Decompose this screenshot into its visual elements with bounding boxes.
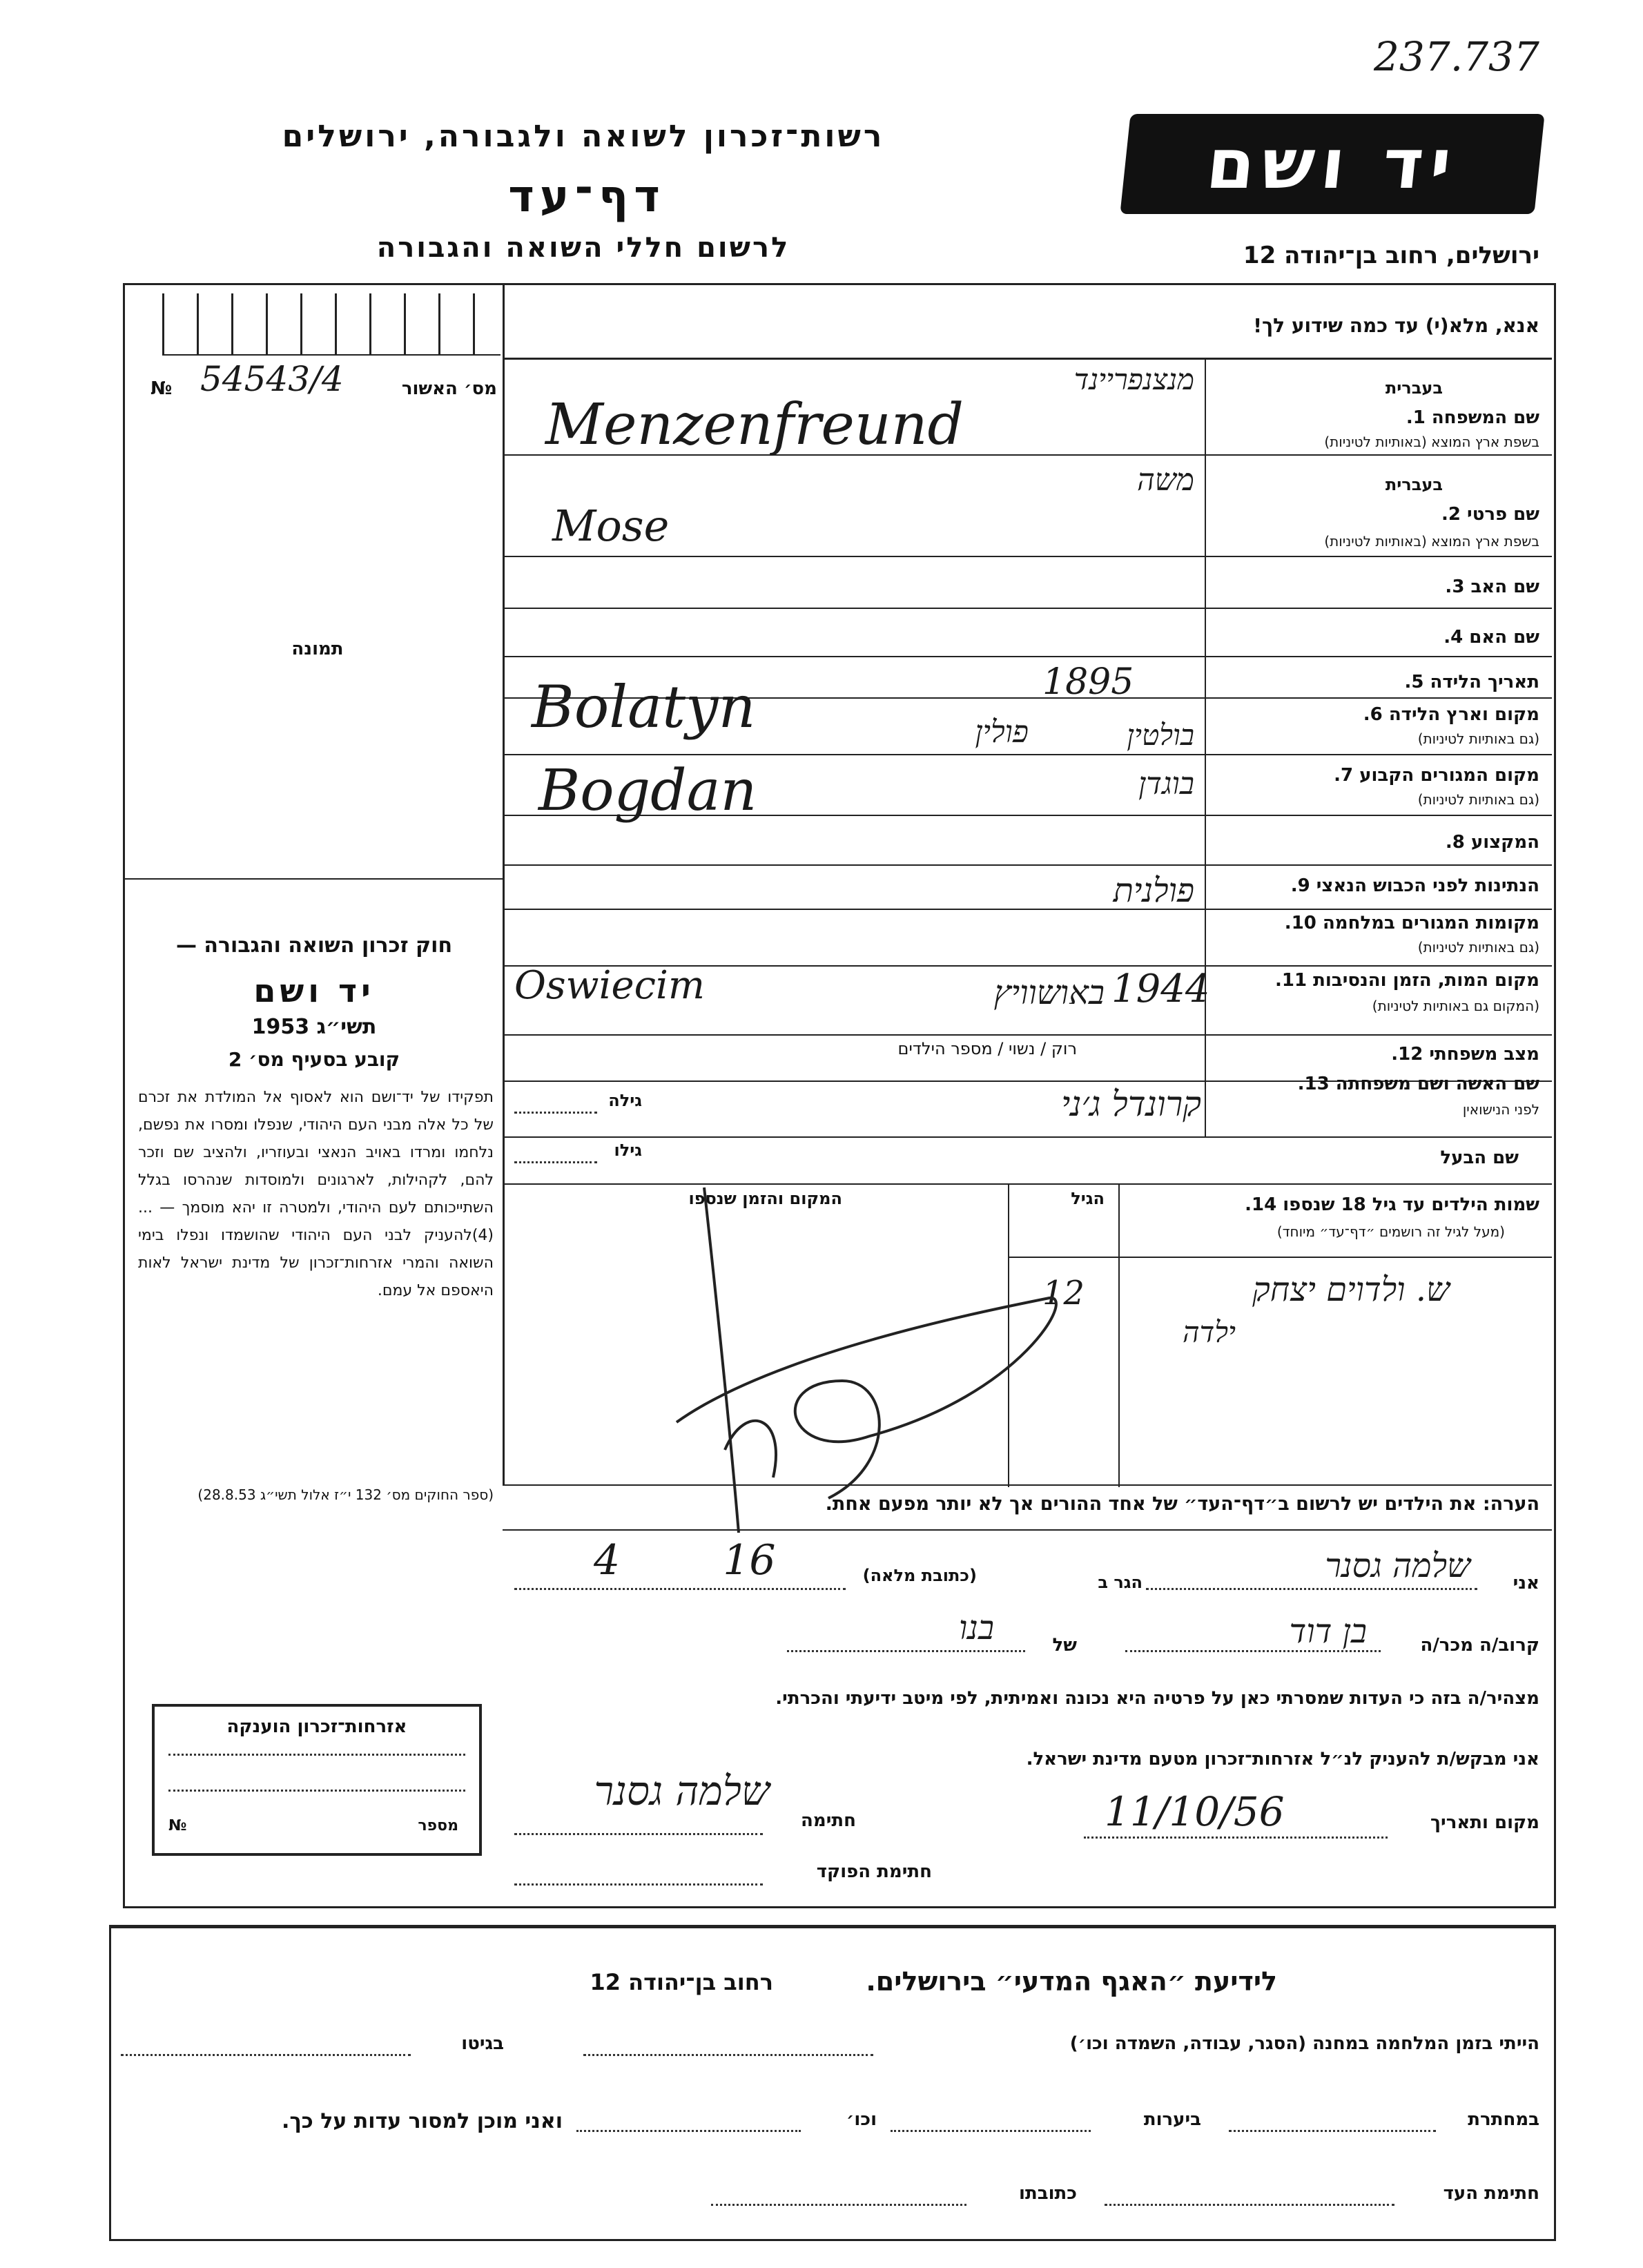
footer-line2-a: במחתרת xyxy=(1468,2109,1539,2130)
citizenship-symbol: № xyxy=(168,1817,187,1834)
field-10-label: מקומות המגורים במלחמה 10. xyxy=(1284,913,1539,933)
law-body: תפקידו של יד־ושם הוא לאסוף אל המולדת את זכרם של כל אלה מבני העם היהודי, שנפלו ומסרו את נפשם, נלחמו ומרדו באויב הנאצי ובעוזריו, ולהציב שם וזכר להם, לקהילות, לארגונים ולמוסדות שנהרסו בגלל השתייכותם לעם היהודי, ולמטרה זו יהא מוסמך — ...(4)להעניק לבני העם היהודי שהושמדו ונפלו בימי השואה והמרי אזרחות־זכרון של מדינת ישראל לאות היאספם אל עמם. xyxy=(138,1089,494,1299)
children-note: הערה: את הילדים יש לרשום ב״דף־העד״ של אחד ההורים אך לא יותר מפעם אחת. xyxy=(825,1493,1539,1515)
declaration-text: מצהיר/ה בזה כי העדות שמסרתי כאן על פרטיה היא נכונה ואמיתית, לפי מיטב ידיעתי והכרתי. xyxy=(775,1688,1539,1709)
field-2-sub: בשפת ארץ המוצא (באותיות לטיניות) xyxy=(1324,533,1539,550)
field-4-label: שם האם 4. xyxy=(1443,627,1539,648)
residing-label: הגר ב xyxy=(1098,1573,1143,1592)
relation-label: קרוב/ה מכר/ה xyxy=(1420,1635,1539,1656)
instruction: אנא, מלא(י) עד כמה שידוע לך! xyxy=(1253,314,1539,337)
of-label: של xyxy=(1052,1635,1077,1656)
declarant-i-label: אני xyxy=(1513,1573,1539,1593)
citizenship-box xyxy=(152,1704,482,1856)
of-value[interactable]: בנו xyxy=(958,1609,994,1647)
header-address: ירושלים, רחוב בן־יהודה 12 xyxy=(1243,242,1539,269)
approval-number[interactable]: 54543/4 xyxy=(200,359,344,399)
footer-line1-b: בגיטו xyxy=(461,2033,504,2054)
field-12-label: מצב משפחתי 12. xyxy=(1391,1044,1539,1065)
field-13-sub: לפני הנישואין xyxy=(1462,1101,1539,1118)
clerk-signature-label: חתימת הפוקד xyxy=(816,1861,932,1882)
field-12-hint: רוק / נשוי / מספר הילדים xyxy=(897,1039,1077,1058)
children-sub: (מעל לגיל זה רושמים ״דף־עד״ מיוחד) xyxy=(1276,1223,1505,1240)
children-place-header: המקום והזמן שנספו xyxy=(688,1189,842,1208)
field-6-sub: (גם באותיות לטיניות) xyxy=(1417,730,1539,747)
request-text: אני מבקש/ת להעניק לנ״ל אזרחות־זכרון מטעם מדינת ישראל. xyxy=(1026,1749,1539,1770)
approval-boxes xyxy=(162,293,500,356)
law-year: תשי״ג 1953 xyxy=(251,1015,377,1039)
declarant-address[interactable]: 4 16 xyxy=(594,1536,776,1584)
form-title: דף־עד xyxy=(508,171,665,222)
birth-country-hebrew[interactable]: פולין xyxy=(975,715,1029,750)
children-label: שמות הילדים עד גיל 18 שנספו 14. xyxy=(1245,1194,1539,1215)
signature-value: שלמה גסנר xyxy=(594,1767,770,1814)
husband-label: שם הבעל xyxy=(1440,1147,1519,1168)
family-name-hebrew[interactable]: מנצנפריינד xyxy=(1073,362,1194,396)
logo-text: יד ושם xyxy=(1203,124,1462,204)
citizenship-number-label: מספר xyxy=(418,1817,458,1834)
field-11-sub: (המקום גם באותיות לטיניות) xyxy=(1372,998,1539,1014)
approval-symbol: № xyxy=(150,378,173,399)
field-11-label: מקום המות, הזמן והנסיבות 11. xyxy=(1275,970,1539,991)
field-2-label: שם פרטי 2. xyxy=(1441,504,1539,525)
footer-address: רחוב בן־יהודה 12 xyxy=(590,1969,773,1995)
photo-label: תמונה xyxy=(291,639,344,659)
field-1-label: שם המשפחה 1. xyxy=(1406,407,1539,428)
birthplace-hebrew[interactable]: בולטין xyxy=(1127,718,1194,752)
birthplace-latin[interactable]: Bolatyn xyxy=(532,673,756,741)
citizenship-title: אזרחות־זכרון הוענקה xyxy=(226,1716,407,1737)
husband-age-label: גילו xyxy=(614,1141,642,1160)
field-5-label: תאריך הלידה 5. xyxy=(1404,672,1539,692)
field-10-sub: (גם באותיות לטיניות) xyxy=(1417,939,1539,956)
law-name: יד ושם xyxy=(253,972,375,1009)
death-place-hebrew[interactable]: באושוויץ xyxy=(993,973,1105,1012)
field-1-sub: בשפת ארץ המוצא (באותיות לטיניות) xyxy=(1324,434,1539,450)
footer-line2-c: וכו׳ xyxy=(846,2109,877,2130)
child-name-2[interactable]: ילדה xyxy=(1183,1315,1236,1349)
birth-date-value[interactable]: 1895 xyxy=(1042,661,1134,703)
yad-vashem-logo xyxy=(1120,114,1544,214)
children-age-header: הגיל xyxy=(1071,1189,1105,1208)
form-subtitle: לרשום חללי השואה והגבורה xyxy=(376,232,790,264)
approval-label: מס׳ האשור xyxy=(401,378,497,399)
field-1-hebrew-tag: בעברית xyxy=(1385,378,1443,398)
field-3-label: שם האב 3. xyxy=(1445,576,1539,597)
wife-age-label: גילה xyxy=(608,1091,642,1110)
field-2-hebrew-tag: בעברית xyxy=(1385,475,1443,494)
authority-name: רשות־זכרון לשואה ולגבורה, ירושלים xyxy=(282,119,885,154)
child-age[interactable]: 12 xyxy=(1042,1274,1085,1312)
wife-name-value[interactable]: קרונדל ג׳ני xyxy=(1061,1084,1201,1124)
law-clause: קובע בסעיף מס׳ 2 xyxy=(228,1048,400,1071)
place-date-value[interactable]: 11/10/56 xyxy=(1105,1788,1285,1835)
field-6-label: מקום וארץ הלידה 6. xyxy=(1363,704,1539,725)
place-date-label: מקום ותאריך xyxy=(1430,1812,1539,1833)
footer-line1-a: הייתי בזמן המלחמה במחנה (הסגר, עבודה, השמדה וכו׳) xyxy=(1069,2033,1539,2054)
law-dash-title: חוק זכרון השואה והגבורה — xyxy=(175,933,453,958)
declarant-name[interactable]: שלמה גסנר xyxy=(1325,1547,1470,1585)
footer-line2-b: ביערות xyxy=(1143,2109,1201,2130)
relation-value[interactable]: בן דוד xyxy=(1289,1612,1367,1651)
footer-title: לידיעת ״האגף המדעי״ בירושלים. xyxy=(866,1966,1277,1997)
signature-label: חתימה xyxy=(801,1810,856,1831)
footer-line3-a: חתימת העד xyxy=(1443,2183,1539,2204)
family-name-latin[interactable]: Menzenfreund xyxy=(545,392,964,458)
first-name-latin[interactable]: Mose xyxy=(552,501,670,551)
death-place-latin[interactable]: Oswiecim xyxy=(514,963,706,1008)
footer-line2-d: ואני מוכן למסור עדות על כך. xyxy=(282,2109,563,2133)
law-source: (ספר החוקים מס׳ 132 י״ז אלול תשי״ג 28.8.53) xyxy=(197,1486,494,1503)
field-7-label: מקום המגורים הקבוע 7. xyxy=(1334,765,1539,786)
field-9-label: הנתינות לפני הכבוש הנאצי 9. xyxy=(1290,875,1539,896)
address-hint: (כתובת מלאה) xyxy=(862,1566,977,1585)
residence-hebrew[interactable]: בוגדן xyxy=(1138,766,1194,802)
footer-line3-b: כתובתו xyxy=(1019,2183,1077,2204)
field-8-label: המקצוע 8. xyxy=(1445,832,1539,853)
archive-number: 237.737 xyxy=(1374,33,1539,80)
citizenship-value[interactable]: פולנית xyxy=(1113,871,1194,910)
first-name-hebrew[interactable]: משה xyxy=(1136,463,1194,498)
field-13-label: שם האשה ושם משפחתה 13. xyxy=(1297,1074,1539,1094)
death-year[interactable]: 1944 xyxy=(1111,967,1210,1011)
field-7-sub: (גם באותיות לטיניות) xyxy=(1417,791,1539,808)
child-name[interactable]: ש. ולדוים יצחק xyxy=(1252,1270,1450,1309)
residence-latin[interactable]: Bogdan xyxy=(538,758,757,824)
